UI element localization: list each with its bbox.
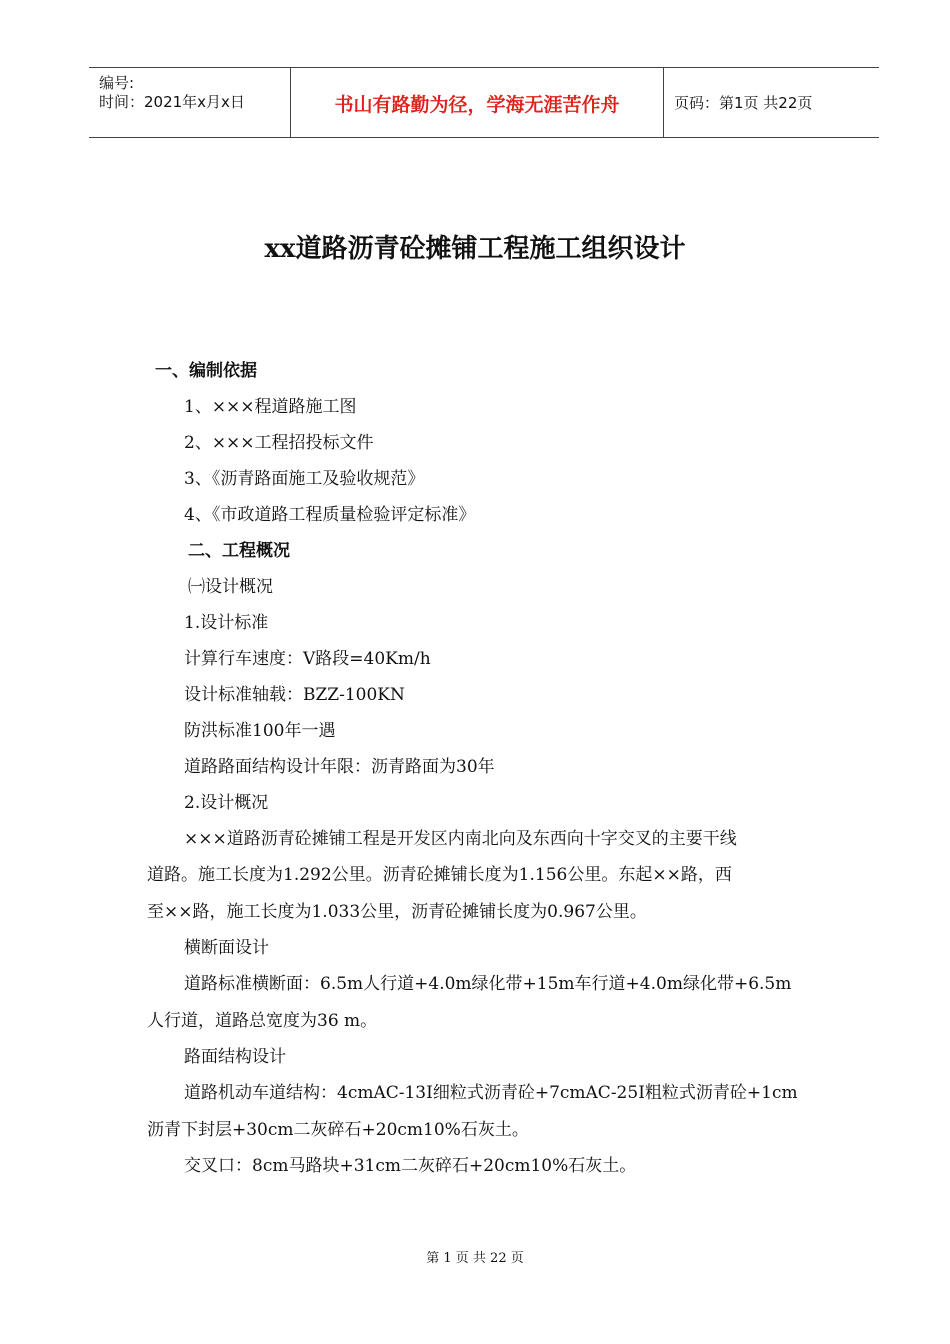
motto-text: 书山有路勤为径，学海无涯苦作舟 [334, 94, 620, 116]
list-item: 2、×××工程招投标文件 [184, 433, 374, 453]
subheading: 路面结构设计 [184, 1047, 286, 1067]
paragraph-line: 人行道，道路总宽度为36 m。 [147, 1011, 378, 1031]
list-item: 1、×××程道路施工图 [184, 397, 357, 417]
list-item: 4、《市政道路工程质量检验评定标准》 [184, 505, 476, 525]
document-title: xx道路沥青砼摊铺工程施工组织设计 [264, 234, 686, 264]
serial-label: 编号: [99, 74, 135, 92]
subheading: ㈠设计概况 [188, 577, 273, 597]
section-heading: 二、工程概况 [188, 541, 290, 561]
paragraph-line: 防洪标准100年一遇 [184, 721, 336, 741]
header-motto-cell [290, 68, 664, 137]
paragraph-line: 道路。施工长度为1.292公里。沥青砼摊铺长度为1.156公里。东起××路，西 [147, 865, 732, 885]
paragraph-line: 道路路面结构设计年限：沥青路面为30年 [184, 757, 495, 777]
subheading: 1.设计标准 [184, 613, 269, 633]
subheading: 2.设计概况 [184, 793, 269, 813]
paragraph-line: 道路标准横断面：6.5m人行道+4.0m绿化带+15m车行道+4.0m绿化带+6.5m [184, 974, 792, 994]
paragraph-line: 设计标准轴载：BZZ-100KN [184, 685, 405, 705]
page-header [89, 67, 879, 138]
paragraph-line: 道路机动车道结构：4cmAC-13I细粒式沥青砼+7cmAC-25I粗粒式沥青砼+1cm [184, 1083, 798, 1103]
page-info: 页码：第1页 共22页 [674, 94, 813, 112]
paragraph-line: 至××路，施工长度为1.033公里，沥青砼摊铺长度为0.967公里。 [147, 902, 647, 922]
header-meta-cell [89, 68, 290, 137]
header-page-cell [664, 68, 879, 137]
subheading: 横断面设计 [184, 938, 269, 958]
paragraph-line: 交叉口：8cm马路块+31cm二灰碎石+20cm10%石灰土。 [184, 1156, 637, 1176]
page-footer: 第 1 页 共 22 页 [426, 1251, 524, 1266]
paragraph-line: 沥青下封层+30cm二灰碎石+20cm10%石灰土。 [147, 1120, 529, 1140]
date-label: 时间：2021年x月x日 [99, 93, 245, 111]
paragraph-line: 计算行车速度：V路段=40Km/h [184, 649, 431, 669]
section-heading: 一、编制依据 [155, 361, 257, 381]
list-item: 3、《沥青路面施工及验收规范》 [184, 469, 425, 489]
paragraph-line: ×××道路沥青砼摊铺工程是开发区内南北向及东西向十字交叉的主要干线 [184, 829, 737, 849]
